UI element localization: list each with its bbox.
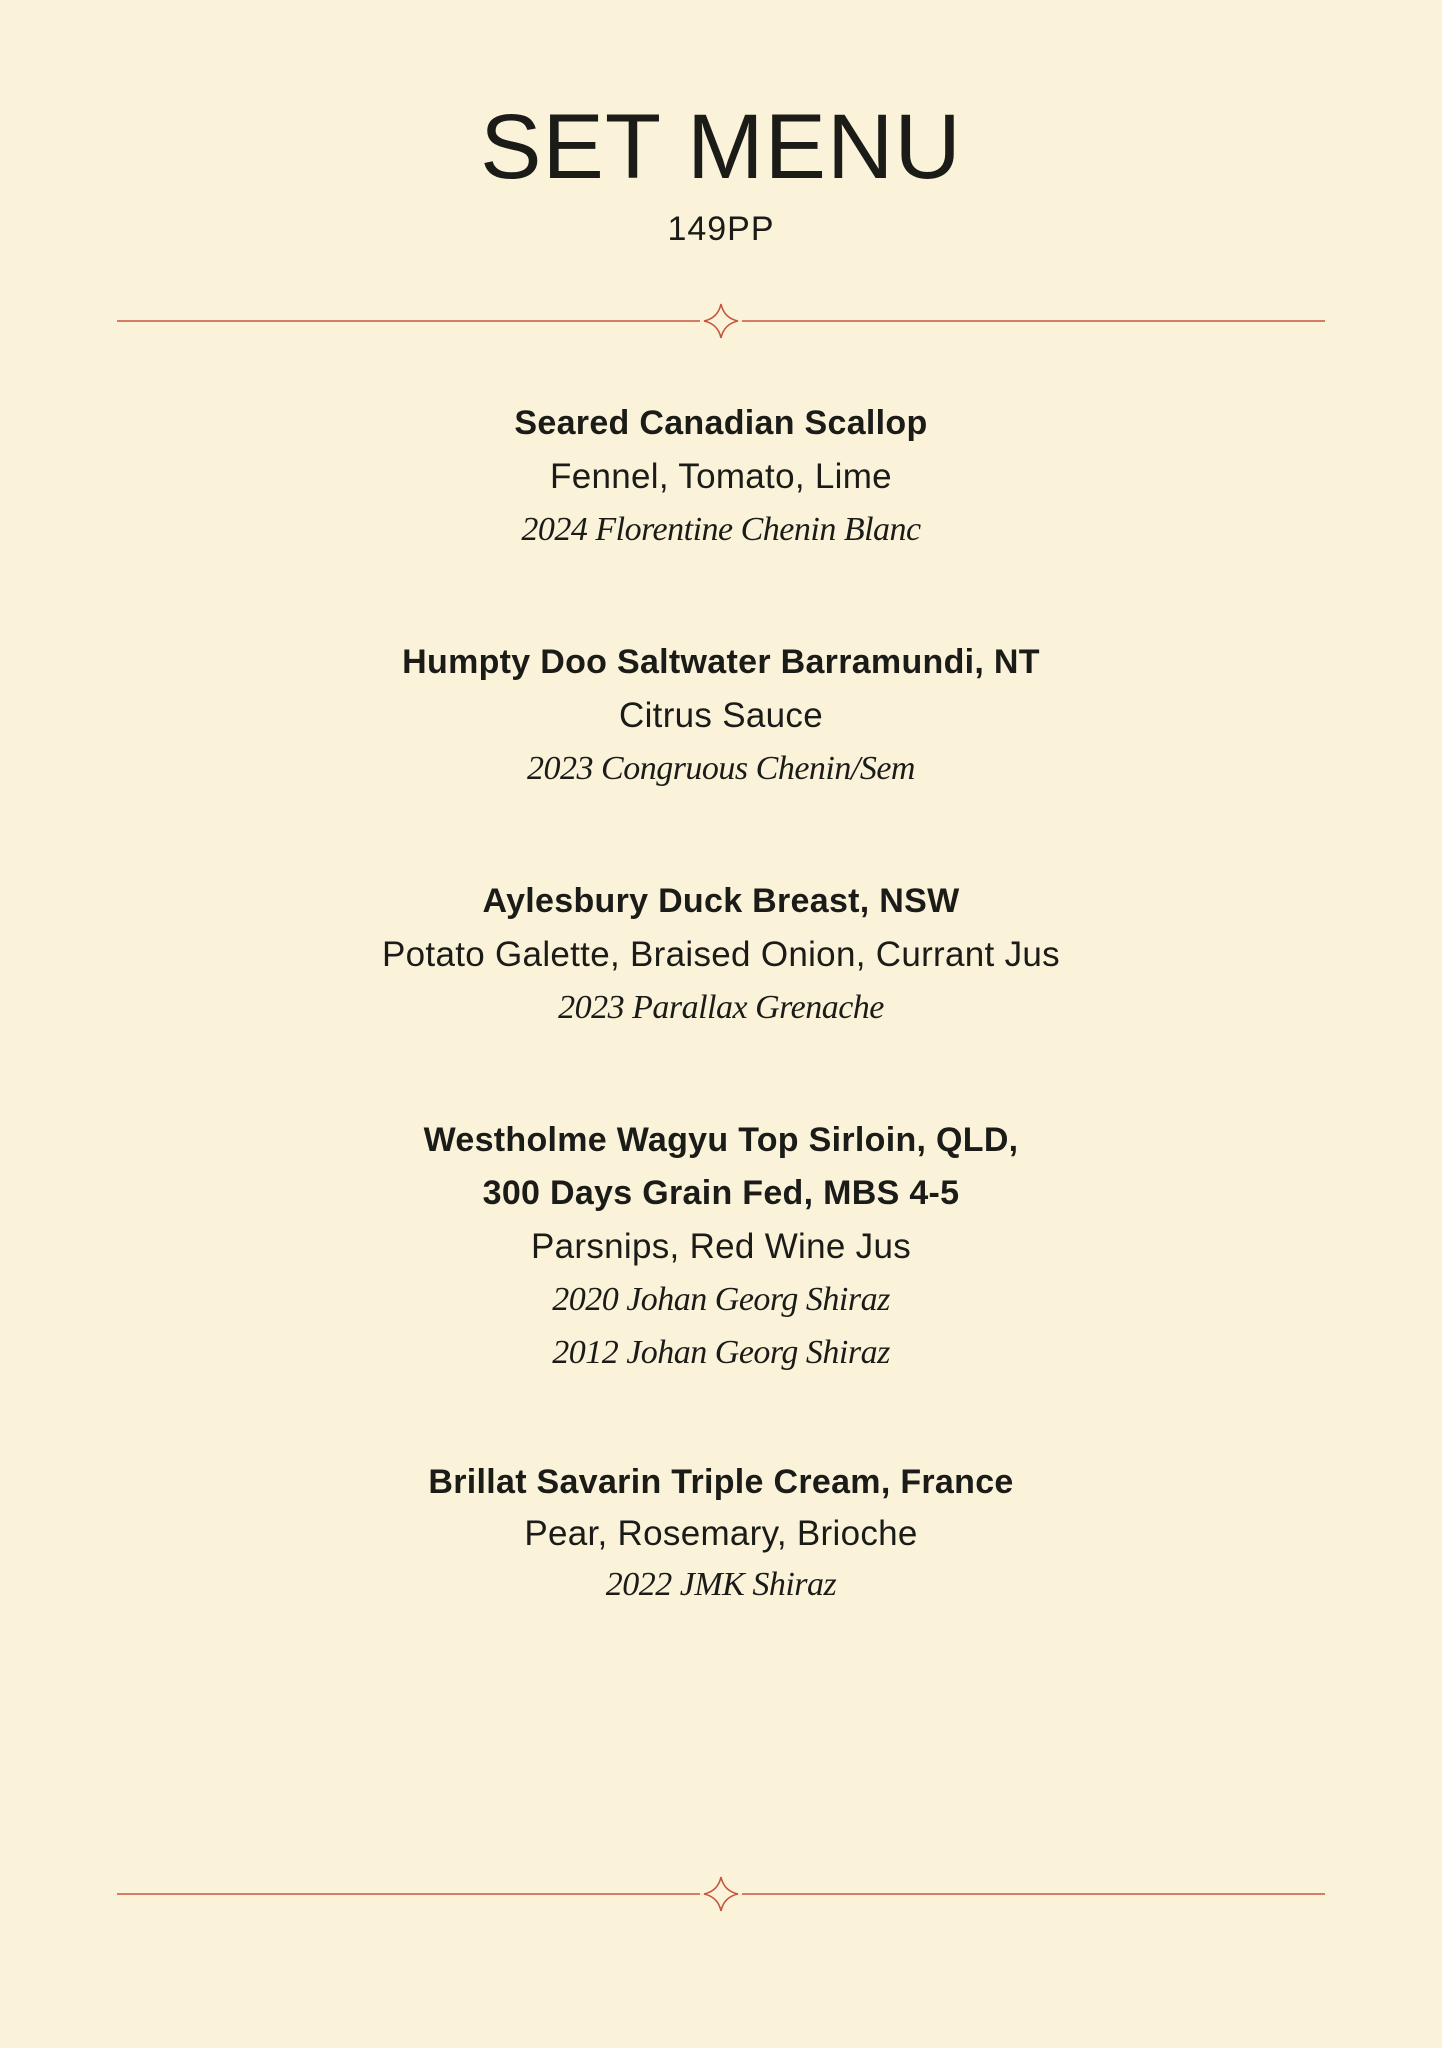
wine-pairing: 2023 Parallax Grenache	[558, 989, 884, 1026]
wine-pairing: 2024 Florentine Chenin Blanc	[521, 511, 921, 548]
course-description: Citrus Sauce	[619, 696, 823, 735]
course-description: Pear, Rosemary, Brioche	[524, 1514, 918, 1553]
course-name: Westholme Wagyu Top Sirloin, QLD,	[423, 1121, 1019, 1159]
menu-title: SET MENU	[480, 96, 962, 198]
course-item	[0, 1114, 1442, 1379]
menu-price: 149PP	[667, 210, 775, 248]
top-divider	[117, 301, 1325, 341]
course-description: Parsnips, Red Wine Jus	[530, 1227, 912, 1266]
course-item	[0, 397, 1442, 556]
wine-pairing: 2023 Congruous Chenin/Sem	[527, 750, 915, 787]
course-item	[0, 1457, 1442, 1610]
course-description: Potato Galette, Braised Onion, Currant Jus	[382, 935, 1060, 974]
course-name: Seared Canadian Scallop	[514, 404, 928, 442]
course-name: Humpty Doo Saltwater Barramundi, NT	[402, 643, 1040, 681]
diamond-ornament-icon	[704, 1877, 738, 1911]
course-item	[0, 875, 1442, 1034]
course-name: Aylesbury Duck Breast, NSW	[482, 882, 960, 920]
diamond-ornament-icon	[704, 304, 738, 338]
bottom-divider	[117, 1874, 1325, 1914]
wine-pairing: 2020 Johan Georg Shiraz	[552, 1281, 890, 1318]
course-description: Fennel, Tomato, Lime	[550, 457, 892, 496]
course-name-continued: 300 Days Grain Fed, MBS 4-5	[482, 1174, 960, 1212]
course-item	[0, 636, 1442, 795]
course-name: Brillat Savarin Triple Cream, France	[428, 1463, 1014, 1501]
wine-pairing: 2022 JMK Shiraz	[605, 1566, 837, 1603]
wine-pairing: 2012 Johan Georg Shiraz	[552, 1334, 890, 1371]
